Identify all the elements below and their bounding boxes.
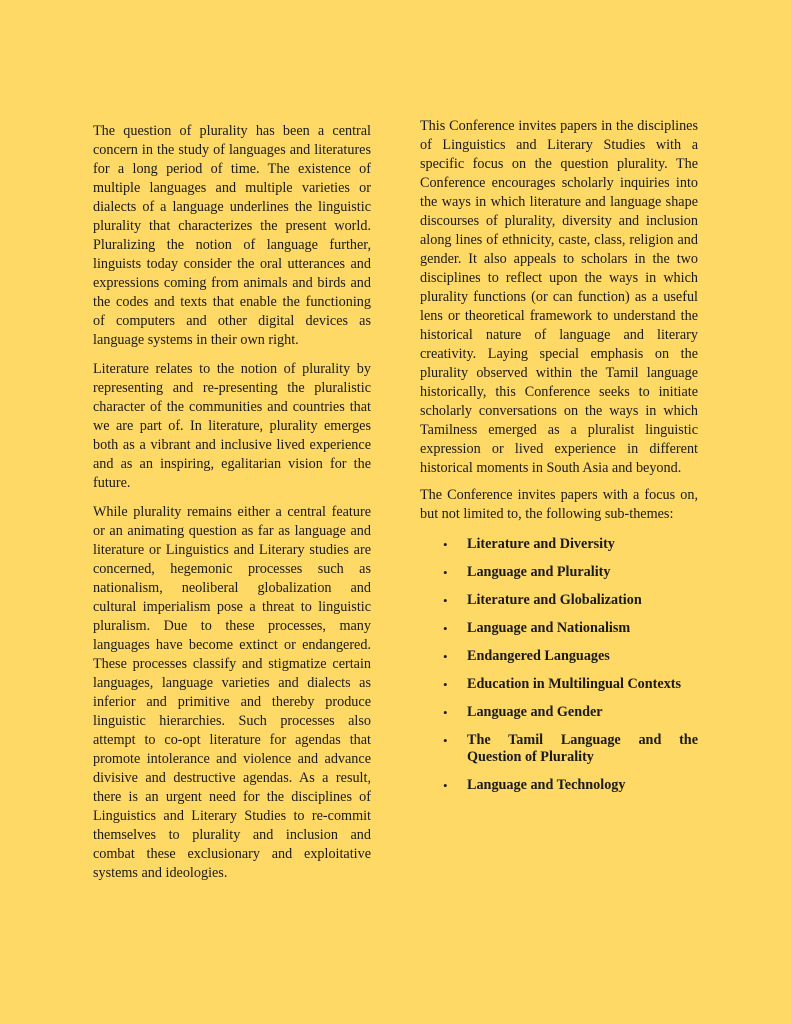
literature-plurality-paragraph: Literature relates to the notion of plurality by representing and re-presenting the pluralistic character of the communities and countries that we are part of. In literature, plurality emerges both as a vibrant and inclusive lived experience and as an inspiring, egalitarian vision for the future. <box>93 361 371 491</box>
theme-label: Literature and Globalization <box>467 592 642 608</box>
bullet-icon: • <box>443 733 448 748</box>
list-item <box>420 676 698 693</box>
list-item <box>420 732 698 766</box>
sub-themes-list <box>420 536 698 794</box>
theme-label: Language and Plurality <box>467 564 611 580</box>
intro-paragraph-plurality-concern: The question of plurality has been a central concern in the study of languages and literatures for a long period of time. The existence of multiple languages and multiple varieties or dialects of a language underlines the linguistic plurality that characterizes the present world. Pluralizing the notion of language further, linguists today consider the oral utterances and expressions coming from animals and birds and the codes and texts that enable the functioning of computers and other digital devices as language systems in their own right. <box>93 123 371 348</box>
theme-label: The Tamil Language and the Question of Plurality <box>467 732 698 765</box>
list-item <box>420 592 698 609</box>
bullet-icon: • <box>443 593 448 608</box>
bullet-icon: • <box>443 565 448 580</box>
bullet-icon: • <box>443 537 448 552</box>
list-item <box>420 564 698 581</box>
bullet-icon: • <box>443 649 448 664</box>
theme-label: Language and Nationalism <box>467 620 631 636</box>
bullet-icon: • <box>443 705 448 720</box>
theme-label: Endangered Languages <box>467 648 610 664</box>
hegemonic-processes-paragraph: While plurality remains either a central feature or an animating question as far as language and literature or Linguistics and Literary studies are concerned, hegemonic processes such as nationalism, neoliberal globalization and cultural imperialism pose a threat to linguistic pluralism. Due to these processes, many languages have become extinct or endangered. These processes classify and stigmatize certain languages, language varieties and dialects as inferior and primitive and thereby produce linguistic hierarchies. Such processes also attempt to co-opt literature for agendas that promote intolerance and violence and advance divisive and destructive agendas. As a result, there is an urgent need for the disciplines of Linguistics and Literary Studies to re-commit themselves to plurality and inclusion and combat these exclusionary and exploitative systems and ideologies. <box>93 504 371 881</box>
sub-themes-intro-paragraph: The Conference invites papers with a focus on, but not limited to, the following sub-themes: <box>420 487 698 522</box>
bullet-icon: • <box>443 778 448 793</box>
list-item <box>420 777 698 794</box>
theme-label: Education in Multilingual Contexts <box>467 676 682 692</box>
bullet-icon: • <box>443 677 448 692</box>
conference-invitation-paragraph: This Conference invites papers in the disciplines of Linguistics and Literary Studies with a specific focus on the question plurality. The Conference encourages scholarly inquiries into the ways in which literature and language shape discourses of plurality, diversity and inclusion along lines of ethnicity, caste, class, religion and gender. It also appeals to scholars in the two disciplines to reflect upon the ways in which plurality functions (or can function) as a useful lens or theoretical framework to understand the historical nature of language and literary creativity. Laying special emphasis on the plurality observed within the Tamil language historically, this Conference seeks to initiate scholarly conversations on the ways in which Tamilness emerged as a pluralist linguistic expression or lived experience in different historical moments in South Asia and beyond. <box>420 118 698 476</box>
theme-label: Language and Technology <box>467 777 626 793</box>
list-item <box>420 536 698 553</box>
left-column <box>93 122 371 893</box>
list-item <box>420 648 698 665</box>
list-item <box>420 704 698 721</box>
theme-label: Literature and Diversity <box>467 536 615 552</box>
bullet-icon: • <box>443 621 448 636</box>
list-item <box>420 620 698 637</box>
right-column <box>420 117 698 805</box>
theme-label: Language and Gender <box>467 704 603 720</box>
